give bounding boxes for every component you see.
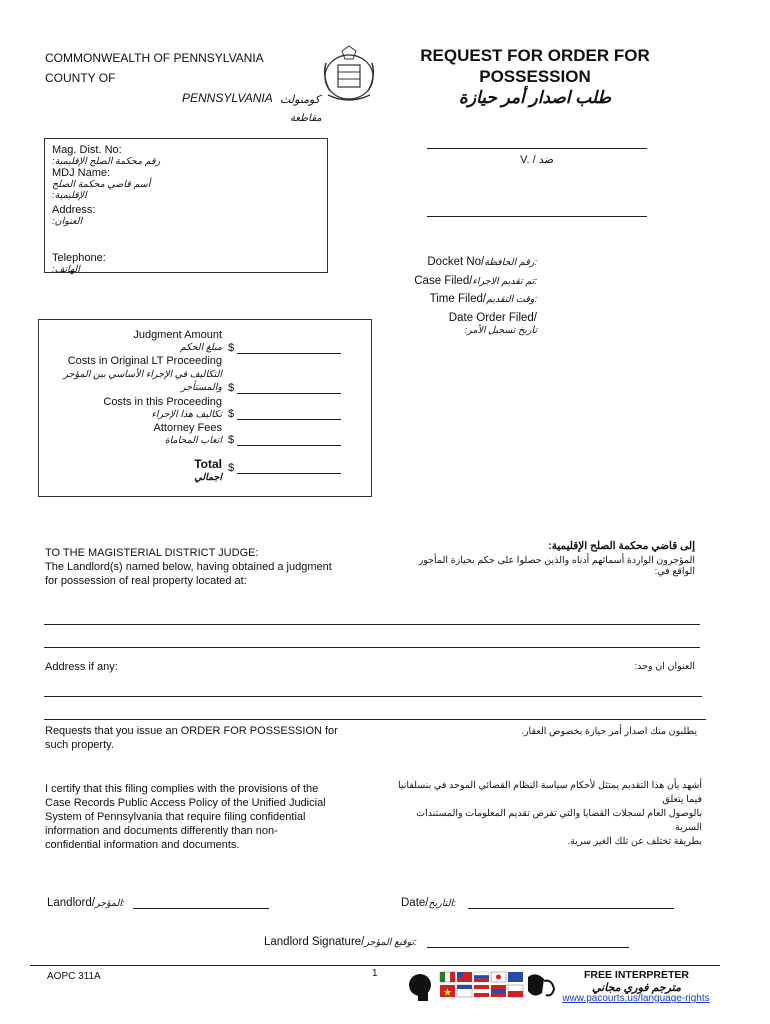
date-order-filed-arabic: تاريخ تسجيل الأمر: [464, 325, 537, 336]
address-if-any-label: Address if any: [45, 661, 118, 673]
address-arabic: العنوان: [52, 216, 83, 227]
costs-original-label: Costs in Original LT Proceeding [67, 355, 222, 367]
requests-arabic: يطلبون منك اصدار أمر حيازة بخصوص العقار. [521, 726, 697, 737]
defendant-line[interactable] [427, 216, 647, 217]
landlord-signature-field[interactable] [427, 947, 629, 948]
costs-this-arabic: تكاليف هذا الإجراء [151, 409, 222, 420]
judgment-amount-arabic: مبلغ الحكم [179, 342, 222, 353]
total-label: Total [194, 457, 222, 471]
telephone-label: Telephone: [52, 252, 106, 264]
attorney-fees-field[interactable] [237, 445, 341, 446]
total-arabic: اجمالي [194, 472, 222, 483]
pennsylvania-seal-icon [318, 43, 380, 105]
total-dollar: $ [228, 462, 235, 474]
form-title-arabic: طلب اصدار أمر حيازة [458, 88, 612, 107]
costs-original-arabic-1: التكاليف في الإجراء الأساسي بين المؤجر [63, 369, 222, 380]
landlord-label: Landlord/المؤجر: [47, 897, 125, 909]
property-address-line-2[interactable] [44, 647, 700, 648]
mdj-name-label: MDJ Name: [52, 167, 111, 179]
date-field[interactable] [468, 908, 674, 909]
judgment-amount-label: Judgment Amount [133, 329, 222, 341]
date-order-filed-label: Date Order Filed/ [448, 312, 537, 324]
property-address-line-1[interactable] [44, 624, 700, 625]
language-flags-icon [406, 969, 556, 1003]
telephone-arabic: الهاتف: [52, 264, 80, 275]
footer-divider [30, 965, 720, 966]
costs-original-arabic-2: والمستأجر [181, 382, 222, 393]
to-judge-label: TO THE MAGISTERIAL DISTRICT JUDGE: [45, 547, 259, 559]
costs-original-dollar: $ [228, 382, 235, 394]
address-label: Address: [52, 204, 96, 216]
free-interpreter-arabic: مترجم فوري مجاني [592, 982, 681, 994]
costs-original-field[interactable] [237, 393, 341, 394]
language-rights-link[interactable]: www.pacourts.us/language-rights [562, 993, 710, 1004]
commonwealth-label: COMMONWEALTH OF PENNSYLVANIA [45, 51, 264, 65]
address-if-any-arabic: العنوان ان وجد: [634, 661, 695, 672]
pennsylvania-label: PENNSYLVANIA [182, 91, 273, 105]
landlords-text-line1: The Landlord(s) named below, having obtained a judgment [45, 561, 332, 573]
case-filed-label: Case Filed/تم تقديم الاجراء: [414, 275, 537, 287]
secondary-address-line-1[interactable] [44, 696, 702, 697]
commonwealth-arabic: كومنولث [280, 94, 320, 106]
date-label: Date/التاريخ: [401, 897, 456, 909]
mdj-name-arabic: أسم قاضي محكمة الصلح الإقليمية: [52, 179, 151, 201]
landlord-signature-label: Landlord Signature/توقيع المؤجر: [264, 936, 417, 948]
attorney-fees-arabic: اتعاب المحاماة [164, 435, 222, 446]
secondary-address-line-2[interactable] [44, 719, 706, 720]
landlords-text-line2: for possession of real property located at: [45, 575, 247, 587]
plaintiff-line[interactable] [427, 148, 647, 149]
form-id: AOPC 311A [47, 971, 101, 982]
requests-line2: such property. [45, 739, 114, 751]
to-judge-arabic: إلى قاضي محكمة الصلح الإقليمية: [548, 540, 695, 552]
certify-text: I certify that this filing complies with the provisions of the Case Records Public Access Policy of the Unified Judicial System of Pennsylvania that require filing confidential information and documents differently than non- confidential information and documents. [45, 783, 326, 851]
form-title-line2: POSSESSION [479, 67, 591, 86]
landlords-arabic: المؤجرون الواردة أسمائهم أدناه والذين حصلوا على حكم بحيازة المأجور الواقع في: [418, 555, 695, 577]
judgment-amount-dollar: $ [228, 342, 235, 354]
total-field[interactable] [237, 473, 341, 474]
requests-line1: Requests that you issue an ORDER FOR POSSESSION for [45, 725, 338, 737]
judgment-amount-field[interactable] [237, 353, 341, 354]
county-arabic: مقاطعة [290, 113, 322, 124]
attorney-fees-label: Attorney Fees [153, 422, 222, 434]
docket-no-label: Docket No/رقم الحافظة: [427, 256, 537, 268]
time-filed-label: Time Filed/وقت التقديم: [429, 293, 537, 305]
page-number: 1 [372, 968, 378, 979]
costs-this-dollar: $ [228, 408, 235, 420]
mag-dist-no-arabic: رقم محكمة الصلح الإقليمية: [52, 156, 161, 167]
free-interpreter-label: FREE INTERPRETER [583, 969, 689, 981]
form-title-line1: REQUEST FOR ORDER FOR [420, 46, 650, 65]
costs-this-field[interactable] [237, 419, 341, 420]
versus-label: V. / ضد [520, 154, 554, 166]
landlord-field[interactable] [133, 908, 269, 909]
mag-dist-no-label: Mag. Dist. No: [52, 144, 122, 156]
costs-this-label: Costs in this Proceeding [103, 396, 222, 408]
certify-arabic: أشهد بأن هذا التقديم يمتثل لأحكام سياسة النظام القضائي الموحد في بنسلفانيا فيما يتعلق بالوصول العام لسجلات القضايا والتي تفرض تقديم المعلومات والمستندات السرية بطريقة تختلف عن تلك الغير سرية. [398, 780, 702, 847]
county-of-label: COUNTY OF [45, 71, 116, 85]
attorney-fees-dollar: $ [228, 434, 235, 446]
